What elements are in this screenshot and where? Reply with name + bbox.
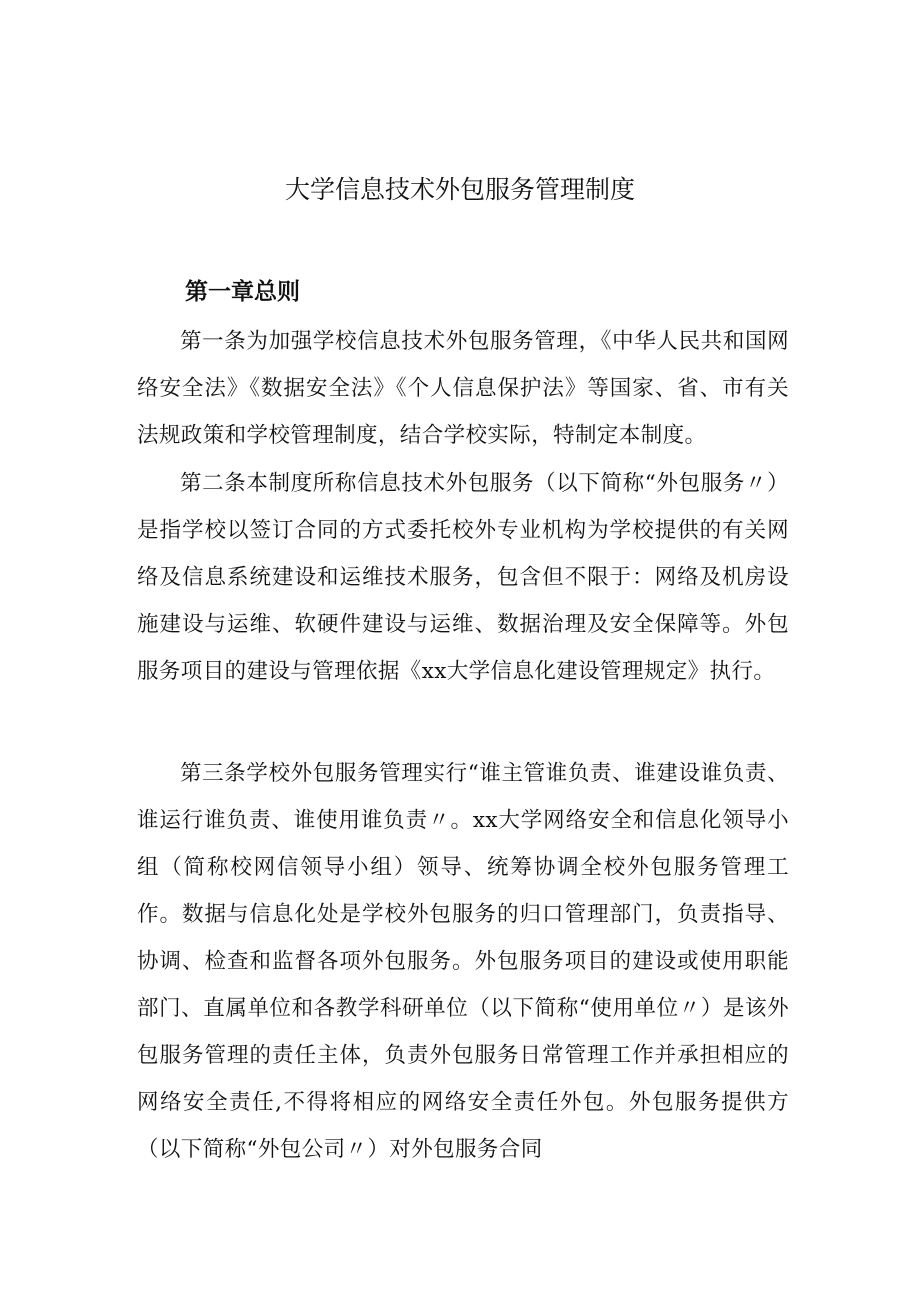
article-3-block (137, 750, 789, 1173)
article-3-paragraph: 第三条学校外包服务管理实行“谁主管谁负责、谁建设谁负责、谁运行谁负责、谁使用谁负责〃。xx大学网络安全和信息化领导小组（简称校网信领导小组）领导、统筹协调全校外包服务管理工作。数据与信息化处是学校外包服务的归口管理部门，负责指导、协调、检查和监督各项外包服务。外包服务项目的建设或使用职能部门、直属单位和各教学科研单位（以下简称“使用单位〃）是该外包服务管理的责任主体，负责外包服务日常管理工作并承担相应的网络安全责任,不得将相应的网络安全责任外包。外包服务提供方（以下简称“外包公司〃）对外包服务合同 (137, 761, 789, 1162)
article-2-paragraph: 第二条本制度所称信息技术外包服务（以下简称“外包服务〃）是指学校以签订合同的方式委托校外专业机构为学校提供的有关网络及信息系统建设和运维技术服务，包含但不限于：网络及机房设施建设与运维、软硬件建设与运维、数据治理及安全保障等。外包服务项目的建设与管理依据《xx大学信息化建设管理规定》执行。 (137, 471, 789, 684)
document-title: 大学信息技术外包服务管理制度 (284, 175, 635, 204)
article-1-block (137, 318, 789, 459)
chapter-heading: 第一章总则 (185, 279, 300, 305)
article-2-block (137, 460, 789, 695)
article-1-paragraph: 第一条为加强学校信息技术外包服务管理，《中华人民共和国网络安全法》《数据安全法》《个人信息保护法》等国家、省、市有关法规政策和学校管理制度，结合学校实际，特制定本制度。 (137, 329, 789, 448)
